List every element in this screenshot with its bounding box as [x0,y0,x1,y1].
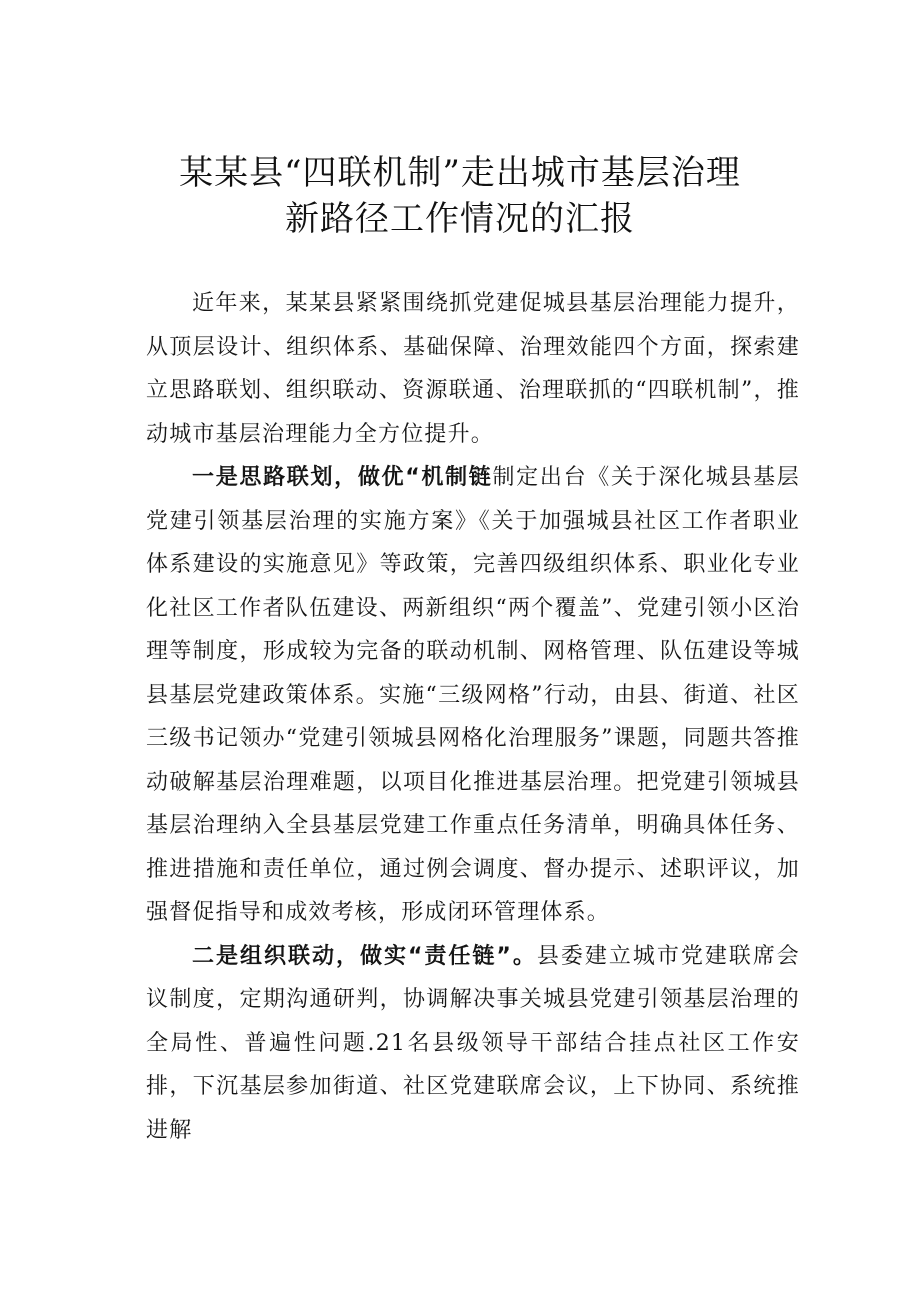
paragraph-thinking-linkage [146,456,800,935]
paragraph-intro [146,282,800,456]
paragraph-lead: 二是组织联动，做实“责任链”。 [192,943,537,969]
document-body [146,282,800,1152]
document-title-line-1: 某某县“四联机制”走出城市基层治理 [179,153,741,193]
paragraph-organization-linkage [146,935,800,1153]
paragraph-text: 制定出台《关于深化城县基层党建引领基层治理的实施方案》《关于加强城县社区工作者职业体系建设的实施意见》等政策，完善四级组织体系、职业化专业化社区工作者队伍建设、两新组织“两个覆盖”、党建引领小区治理等制度，形成较为完备的联动机制、网格管理、队伍建设等城县基层党建政策体系。实施“三级网格”行动，由县、街道、社区三级书记领办“党建引领城县网格化治理服务”课题，同题共答推动破解基层治理难题，以项目化推进基层治理。把党建引领城县基层治理纳入全县基层党建工作重点任务清单，明确具体任务、推进措施和责任单位，通过例会调度、督办提示、述职评议，加强督促指导和成效考核，形成闭环管理体系。 [146,465,801,925]
paragraph-text: 县委建立城市党建联席会议制度，定期沟通研判，协调解决事关城县党建引领基层治理的全局性、普遍性问题.21名县级领导干部结合挂点社区工作安排，下沉基层参加街道、社区党建联席会议，上下协同、系统推进解 [146,943,801,1143]
document-title-line-2: 新路径工作情况的汇报 [285,199,635,239]
paragraph-lead: 一是思路联划，做优“机制链 [192,465,493,490]
paragraph-text: 近年来，某某县紧紧围绕抓党建促城县基层治理能力提升，从顶层设计、组织体系、基础保障、治理效能四个方面，探索建立思路联划、组织联动、资源联通、治理联抓的“四联机制”，推动城市基层治理能力全方位提升。 [146,291,800,447]
